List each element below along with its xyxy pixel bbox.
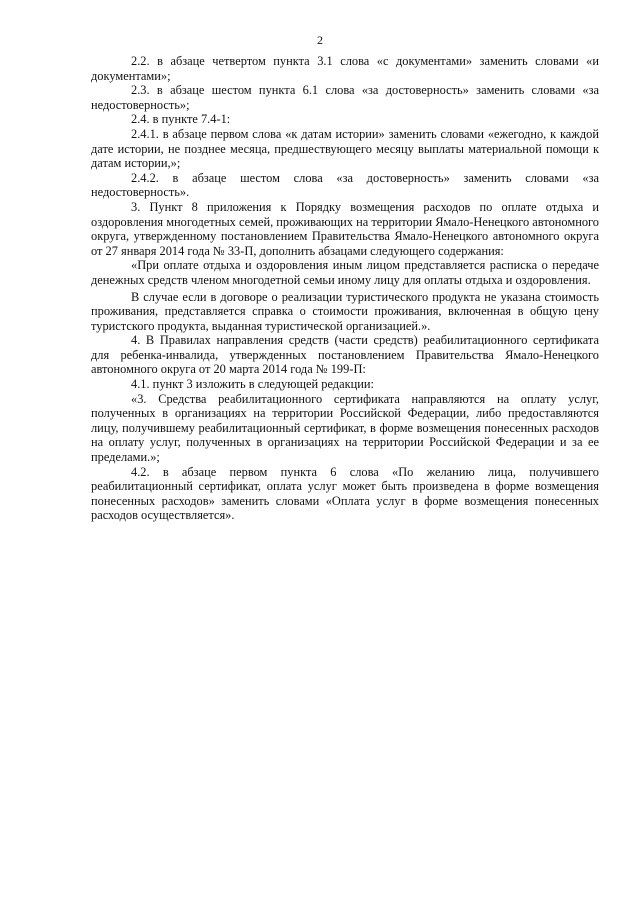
paragraph-3-quote-1: «При оплате отдыха и оздоровления иным лицом представляется расписка о передаче денежных средств членом многодетной семьи иному лицу для оплаты отдыха и оздоровления. [91,258,599,287]
paragraph-2-2: 2.2. в абзаце четвертом пункта 3.1 слова «с документами» заменить словами «и документами»; [91,54,599,83]
paragraph-4-1-quote: «3. Средства реабилитационного сертификата направляются на оплату услуг, полученных в организациях на территории Российской Федерации, либо предоставляются лицу, получившему реабилитационный сертификат, в форме возмещения понесенных расходов на оплату услуг, полученных в организациях на территории Российской Федерации и за ее пределами.»; [91,391,599,465]
paragraph-3: 3. Пункт 8 приложения к Порядку возмещения расходов по оплате отдыха и оздоровления многодетных семей, проживающих на территории Ямало-Ненецкого автономного округа, утвержденному постановлением Правительства Ямало-Ненецкого автономного округа от 27 января 2014 года № 33-П, дополнить абзацами следующего содержания: [91,199,599,258]
page-number: 2 [317,33,323,47]
paragraph-3-quote-2: В случае если в договоре о реализации туристического продукта не указана стоимость проживания, представляется справка о стоимости проживания, включенная в общую цену туристского продукта, выданная туристической организацией.». [91,289,599,333]
paragraph-2-3: 2.3. в абзаце шестом пункта 6.1 слова «за достоверность» заменить словами «за недостоверность»; [91,83,599,112]
paragraph-4-2: 4.2. в абзаце первом пункта 6 слова «По желанию лица, получившего реабилитационный сертификат, оплата услуг может быть произведена в форме возмещения понесенных расходов» заменить словами «Оплата услуг в форме возмещения понесенных расходов осуществляется». [91,464,599,523]
paragraph-2-4-1: 2.4.1. в абзаце первом слова «к датам истории» заменить словами «ежегодно, к каждой дате истории, не позднее месяца, предшествующего месяцу выплаты материальной помощи к датам истории,»; [91,126,599,171]
document-body [91,54,599,523]
paragraph-2-4: 2.4. в пункте 7.4-1: [131,112,231,127]
paragraph-4-1: 4.1. пункт 3 изложить в следующей редакции: [131,377,374,392]
paragraph-4: 4. В Правилах направления средств (части средств) реабилитационного сертификата для ребенка-инвалида, утвержденных постановлением Правительства Ямало-Ненецкого автономного округа от 20 марта 2014 года № 199-П: [91,333,599,377]
paragraph-2-4-2: 2.4.2. в абзаце шестом слова «за достоверность» заменить словами «за недостоверность». [91,170,599,200]
